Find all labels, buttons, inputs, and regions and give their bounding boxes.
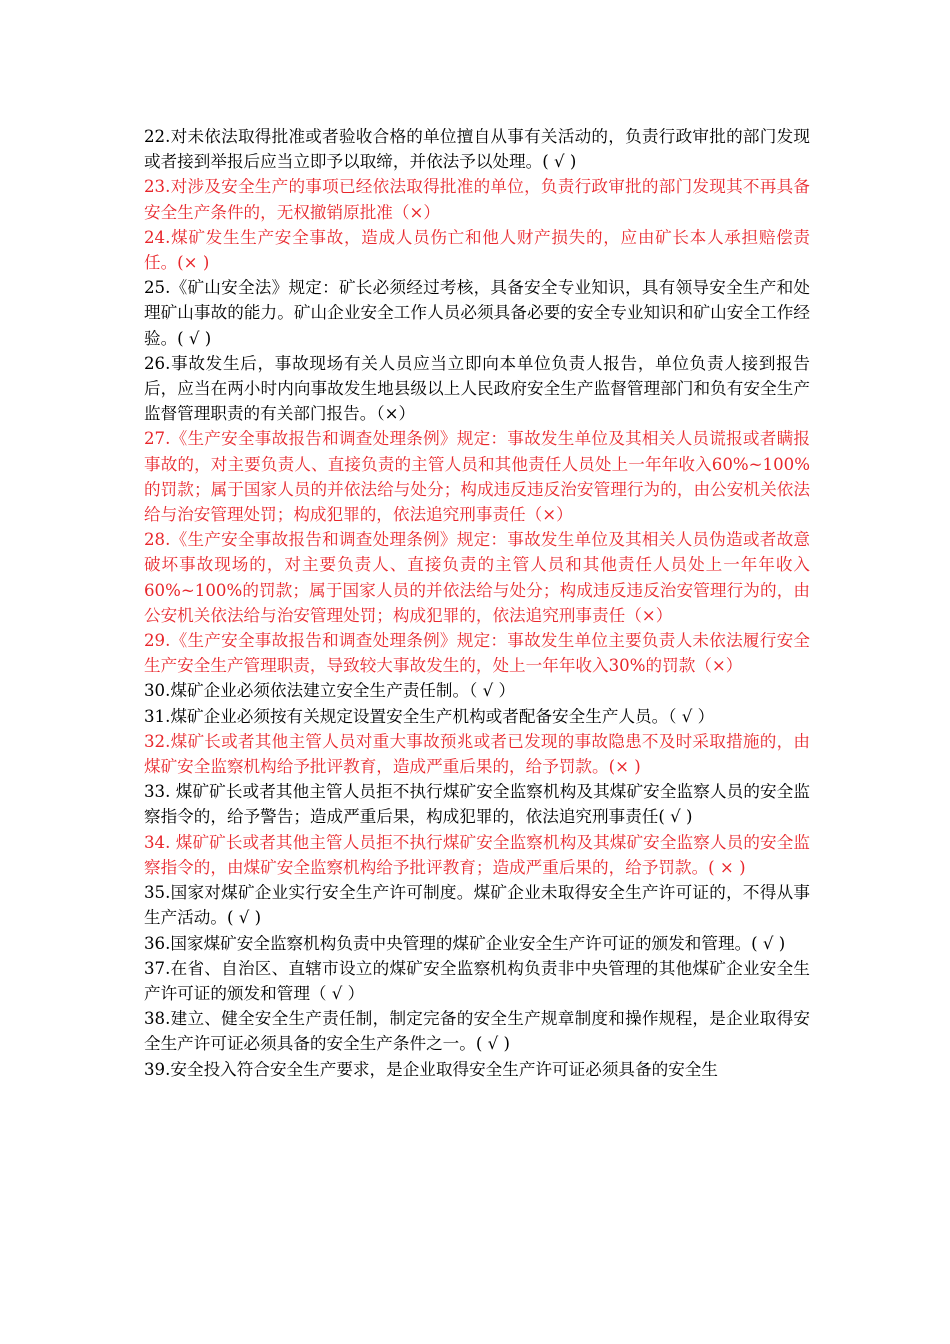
question-item: 22.对未依法取得批准或者验收合格的单位擅自从事有关活动的，负责行政审批的部门发现或者接到举报后应当立即予以取缔，并依法予以处理。( √ ) bbox=[144, 127, 810, 172]
question-item: 34. 煤矿矿长或者其他主管人员拒不执行煤矿安全监察机构及其煤矿安全监察人员的安全监察指令的，由煤矿安全监察机构给予批评教育；造成严重后果的，给予罚款。( × ) bbox=[144, 832, 810, 877]
document-page bbox=[144, 124, 810, 1082]
question-item: 25.《矿山安全法》规定：矿长必须经过考核，具备安全专业知识，具有领导安全生产和处理矿山事故的能力。矿山企业安全工作人员必须具备必要的安全专业知识和矿山安全工作经验。( √ ) bbox=[144, 278, 810, 348]
question-item: 28.《生产安全事故报告和调查处理条例》规定：事故发生单位及其相关人员伪造或者故意破坏事故现场的，对主要负责人、直接负责的主管人员和其他责任人员处上一年年收入60%~100%的罚款；属于国家人员的并依法给与处分；构成违反违反治安管理行为的，由公安机关依法给与治安管理处罚；构成犯罪的，依法追究刑事责任（×） bbox=[144, 530, 810, 625]
question-item: 38.建立、健全安全生产责任制，制定完备的安全生产规章制度和操作规程，是企业取得安全生产许可证必须具备的安全生产条件之一。( √ ) bbox=[144, 1009, 810, 1054]
question-item: 24.煤矿发生生产安全事故，造成人员伤亡和他人财产损失的，应由矿长本人承担赔偿责任。(× ) bbox=[144, 227, 810, 273]
question-item: 27.《生产安全事故报告和调查处理条例》规定：事故发生单位及其相关人员谎报或者瞒报事故的，对主要负责人、直接负责的主管人员和其他责任人员处上一年年收入60%~100%的罚款；属于国家人员的并依法给与处分；构成违反违反治安管理行为的，由公安机关依法给与治安管理处罚；构成犯罪的，依法追究刑事责任（×） bbox=[144, 429, 810, 525]
question-item: 32.煤矿长或者其他主管人员对重大事故预兆或者已发现的事故隐患不及时采取措施的，由煤矿安全监察机构给予批评教育，造成严重后果的，给予罚款。(× ) bbox=[144, 731, 810, 777]
question-item: 33. 煤矿矿长或者其他主管人员拒不执行煤矿安全监察机构及其煤矿安全监察人员的安全监察指令的，给予警告；造成严重后果，构成犯罪的，依法追究刑事责任( √ ) bbox=[144, 782, 810, 827]
question-item: 36.国家煤矿安全监察机构负责中央管理的煤矿企业安全生产许可证的颁发和管理。( √ ) bbox=[144, 933, 786, 953]
question-item: 30.煤矿企业必须依法建立安全生产责任制。（ √ ） bbox=[144, 681, 516, 701]
question-item: 35.国家对煤矿企业实行安全生产许可制度。煤矿企业未取得安全生产许可证的，不得从事生产活动。( √ ) bbox=[144, 883, 810, 928]
question-item: 26.事故发生后，事故现场有关人员应当立即向本单位负责人报告，单位负责人接到报告后，应当在两小时内向事故发生地县级以上人民政府安全生产监督管理部门和负有安全生产监督管理职责的有关部门报告。（×） bbox=[144, 353, 810, 424]
question-item: 39.安全投入符合安全生产要求，是企业取得安全生产许可证必须具备的安全生 bbox=[144, 1059, 718, 1079]
question-item: 37.在省、自治区、直辖市设立的煤矿安全监察机构负责非中央管理的其他煤矿企业安全生产许可证的颁发和管理（ √ ） bbox=[144, 958, 810, 1003]
question-item: 23.对涉及安全生产的事项已经依法取得批准的单位，负责行政审批的部门发现其不再具备安全生产条件的，无权撤销原批准（×） bbox=[144, 177, 810, 222]
question-item: 29.《生产安全事故报告和调查处理条例》规定：事故发生单位主要负责人未依法履行安全生产安全生产管理职责，导致较大事故发生的，处上一年年收入30%的罚款（×） bbox=[144, 631, 810, 676]
question-item: 31.煤矿企业必须按有关规定设置安全生产机构或者配备安全生产人员。（ √ ） bbox=[144, 706, 715, 726]
